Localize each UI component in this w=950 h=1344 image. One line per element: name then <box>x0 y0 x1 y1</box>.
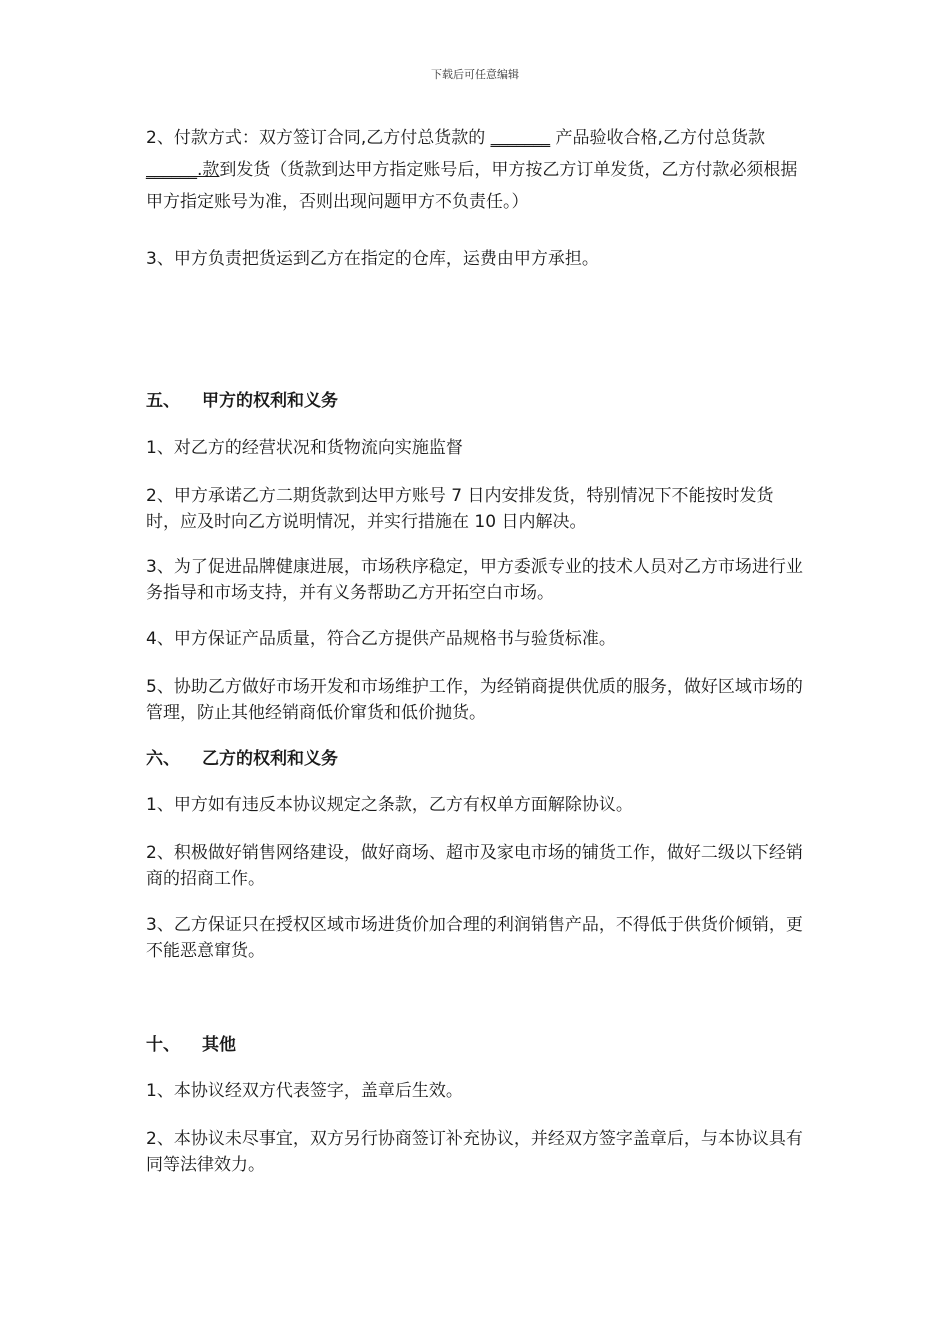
section-10-title: 其他 <box>202 1035 236 1055</box>
section-5-item-2: 2、甲方承诺乙方二期货款到达甲方账号 7 日内安排发货，特别情况下不能按时发货时，应及时向乙方说明情况，并实行措施在 10 日内解决。 <box>146 486 774 532</box>
payment-blank-1: _______ <box>490 128 551 148</box>
section-5-item-4: 4、甲方保证产品质量，符合乙方提供产品规格书与验货标准。 <box>146 629 616 649</box>
delivery-paragraph: 3、甲方负责把货运到乙方在指定的仓库，运费由甲方承担。 <box>146 249 599 269</box>
section-5-item-5: 5、协助乙方做好市场开发和市场维护工作，为经销商提供优质的服务，做好区域市场的管理，防止其他经销商低价窜货和低价抛货。 <box>146 677 803 723</box>
section-5-number: 五、 <box>146 391 180 411</box>
section-5-heading <box>146 388 338 414</box>
section-6-item-2: 2、积极做好销售网络建设，做好商场、超市及家电市场的铺货工作，做好二级以下经销商的招商工作。 <box>146 843 803 889</box>
payment-text-4: 到发货（货款到达甲方指定账号后，甲方按乙方订单发货，乙方付款必须根据甲方指定账号为准，否则出现问题甲方不负责任。） <box>146 160 798 212</box>
section-10-item-2: 2、本协议未尽事宜，双方另行协商签订补充协议，并经双方签字盖章后，与本协议具有同等法律效力。 <box>146 1129 803 1175</box>
payment-text-2: 产品验收合格,乙方付总 <box>555 128 731 148</box>
payment-blank-2: ______.款 <box>146 160 220 180</box>
section-5-item-3: 3、为了促进品牌健康进展，市场秩序稳定，甲方委派专业的技术人员对乙方市场进行业务指导和市场支持，并有义务帮助乙方开拓空白市场。 <box>146 557 803 603</box>
payment-text-1: 2、付款方式：双方签订合同,乙方付总货款的 <box>146 128 486 148</box>
section-10-item-1: 1、本协议经双方代表签字，盖章后生效。 <box>146 1081 463 1101</box>
section-6-item-3: 3、乙方保证只在授权区域市场进货价加合理的利润销售产品，不得低于供货价倾销，更不能恶意窜货。 <box>146 915 803 961</box>
section-6-title: 乙方的权利和义务 <box>202 749 338 769</box>
payment-terms-paragraph <box>146 122 806 218</box>
section-6-heading <box>146 746 338 772</box>
section-6-item-1: 1、甲方如有违反本协议规定之条款，乙方有权单方面解除协议。 <box>146 795 633 815</box>
section-6-number: 六、 <box>146 749 180 769</box>
page-header: 下载后可任意编辑 <box>431 68 519 81</box>
section-10-number: 十、 <box>146 1035 180 1055</box>
section-5-item-1: 1、对乙方的经营状况和货物流向实施监督 <box>146 438 463 458</box>
section-10-heading <box>146 1032 236 1058</box>
payment-text-3: 货款 <box>730 128 765 148</box>
section-5-title: 甲方的权利和义务 <box>202 391 338 411</box>
